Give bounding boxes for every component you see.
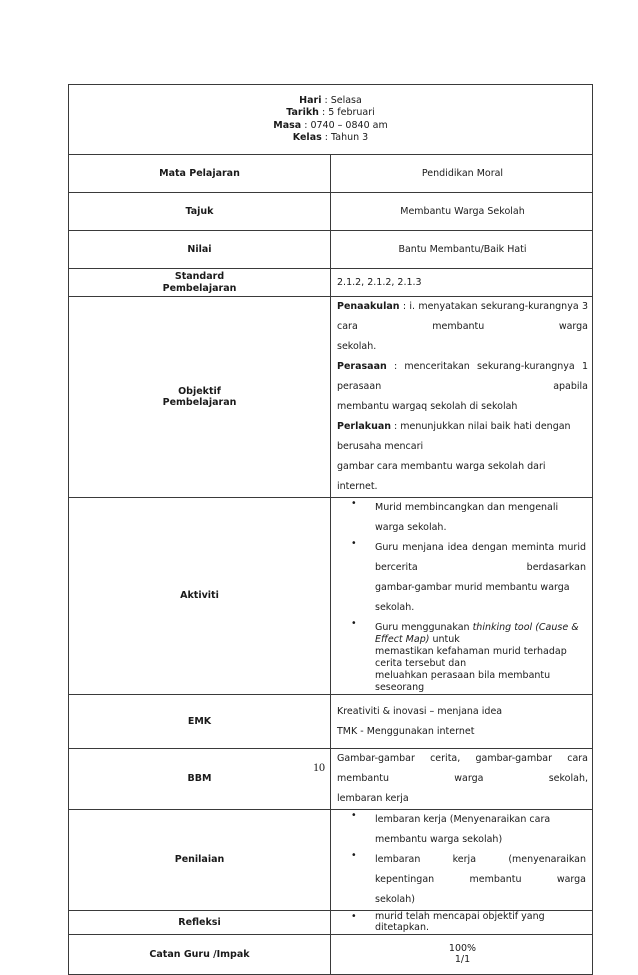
- row-penilaian: [69, 810, 593, 911]
- catan-line2: 1/1: [454, 954, 471, 966]
- page-number: 10: [313, 760, 325, 774]
- label-catan-guru: Catan Guru /Impak: [69, 934, 331, 974]
- value-bbm: [331, 749, 593, 810]
- label-nilai: Nilai: [69, 231, 331, 269]
- perlakuan-line2: gambar cara membantu warga sekolah dari internet.: [337, 461, 546, 492]
- label-bbm: BBM: [69, 749, 331, 810]
- header-cell: [69, 85, 593, 155]
- perasaan-line1: Perasaan : menceritakan sekurang-kurangnya 1 perasaan apabila: [337, 361, 588, 392]
- label-objektif-line1: Objektif: [178, 385, 221, 397]
- label-tajuk: Tajuk: [69, 193, 331, 231]
- aktiviti-list: [337, 498, 586, 694]
- lesson-plan-table: [68, 84, 593, 975]
- label-standard-line1: Standard: [174, 271, 225, 283]
- row-nilai: [69, 231, 593, 269]
- label-aktiviti: Aktiviti: [69, 498, 331, 695]
- kelas-line: Kelas : Tahun 3: [292, 132, 369, 143]
- value-standard: 2.1.2, 2.1.2, 2.1.3: [331, 269, 593, 297]
- label-refleksi: Refleksi: [69, 911, 331, 935]
- penaakulan-line2: sekolah.: [337, 341, 377, 352]
- value-mata-pelajaran: Pendidikan Moral: [331, 155, 593, 193]
- list-item: • Guru menggunakan thinking tool (Cause & Effect Map) untuk memastikan kefahaman murid terhadap cerita tersebut dan meluahkan perasaan bila membantu seseorang: [351, 618, 579, 693]
- catan-line1: 100%: [448, 942, 477, 954]
- hari-line: Hari : Selasa: [299, 94, 362, 106]
- row-standard: [69, 269, 593, 297]
- row-objektif: [69, 297, 593, 498]
- header-row: [69, 85, 593, 155]
- perasaan-line2: membantu wargaq sekolah di sekolah: [337, 401, 518, 412]
- tarikh-line: Tarikh : 5 februari: [286, 107, 375, 118]
- bbm-line2: lembaran kerja: [337, 793, 409, 804]
- list-item: • Guru menjana idea dengan meminta murid bercerita berdasarkan gambar-gambar murid membantu warga sekolah.: [351, 538, 586, 613]
- label-standard: [69, 269, 331, 297]
- list-item: • Murid membincangkan dan mengenali warga sekolah.: [351, 498, 559, 533]
- label-objektif: [69, 297, 331, 498]
- list-item: • murid telah mencapai objektif yang ditetapkan.: [351, 911, 545, 934]
- value-tajuk: Membantu Warga Sekolah: [331, 193, 593, 231]
- bbm-line1: Gambar-gambar cerita, gambar-gambar cara membantu warga sekolah,: [337, 753, 588, 784]
- row-emk: [69, 695, 593, 749]
- value-refleksi: [331, 911, 593, 935]
- penilaian-list: [337, 810, 586, 910]
- row-mata-pelajaran: [69, 155, 593, 193]
- row-aktiviti: [69, 498, 593, 695]
- label-penilaian: Penilaian: [69, 810, 331, 911]
- label-objektif-line2: Pembelajaran: [162, 397, 237, 408]
- perlakuan-line1: Perlakuan : menunjukkan nilai baik hati dengan berusaha mencari: [337, 421, 571, 452]
- row-bbm: [69, 749, 593, 810]
- value-emk: [331, 695, 593, 749]
- penaakulan-line1: Penaakulan : i. menyatakan sekurang-kurangnya 3 cara membantu warga: [337, 301, 588, 332]
- list-item: • lembaran kerja (menyenaraikan kepentingan membantu warga sekolah): [351, 850, 586, 905]
- value-nilai: Bantu Membantu/Baik Hati: [331, 231, 593, 269]
- label-emk: EMK: [69, 695, 331, 749]
- value-catan-guru: [331, 934, 593, 974]
- row-refleksi: [69, 911, 593, 935]
- masa-line: Masa : 0740 – 0840 am: [273, 119, 388, 131]
- label-standard-line2: Pembelajaran: [162, 282, 237, 294]
- value-objektif: [331, 297, 593, 498]
- emk-line1: Kreativiti & inovasi – menjana idea: [337, 705, 503, 717]
- label-mata-pelajaran: Mata Pelajaran: [69, 155, 331, 193]
- value-aktiviti: [331, 498, 593, 695]
- value-penilaian: [331, 810, 593, 911]
- list-item: • lembaran kerja (Menyenaraikan cara membantu warga sekolah): [351, 810, 551, 845]
- row-tajuk: [69, 193, 593, 231]
- row-catan-guru: [69, 934, 593, 974]
- emk-line2: TMK - Menggunakan internet: [337, 725, 475, 737]
- refleksi-list: [337, 911, 588, 934]
